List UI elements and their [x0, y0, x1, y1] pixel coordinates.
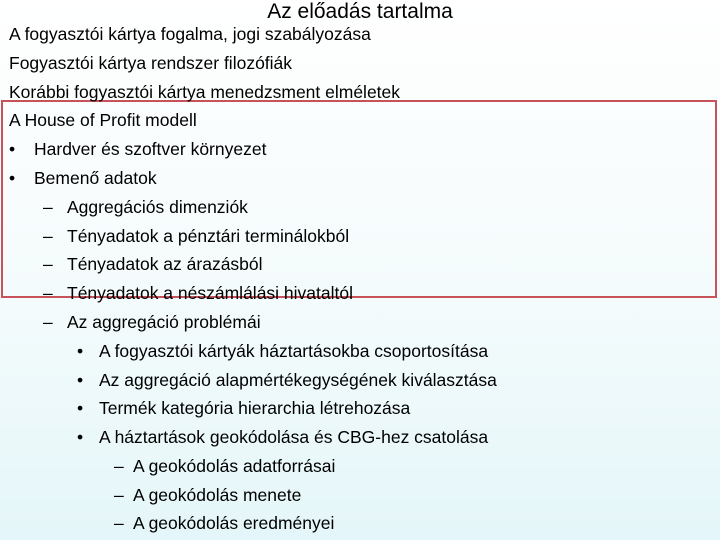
- list-item: – Tényadatok a nészámlálási hivataltól: [0, 279, 720, 308]
- list-item: • A fogyasztói kártyák háztartásokba csoportosítása: [0, 337, 720, 366]
- list-item: • Az aggregáció alapmértékegységének kiválasztása: [0, 366, 720, 395]
- list-item: Korábbi fogyasztói kártya menedzsment elméletek: [9, 82, 401, 102]
- list-item: A House of Profit modell: [9, 110, 197, 130]
- dash-icon: –: [43, 197, 53, 217]
- list-item: – A geokódolás menete: [0, 481, 720, 510]
- list-item: • Hardver és szoftver környezet: [0, 135, 720, 164]
- list-item: • A háztartások geokódolása és CBG-hez csatolása: [0, 423, 720, 452]
- dash-icon: –: [43, 226, 53, 246]
- dash-icon: –: [43, 283, 53, 303]
- list-item: Fogyasztói kártya rendszer filozófiák: [9, 53, 293, 73]
- bullet-icon: •: [9, 139, 16, 159]
- list-item: A fogyasztói kártya fogalma, jogi szabályozása: [9, 24, 371, 44]
- list-item: – A geokódolás adatforrásai: [0, 452, 720, 481]
- list-item: • Termék kategória hierarchia létrehozása: [0, 394, 720, 423]
- dash-icon: –: [114, 485, 124, 505]
- bullet-icon: •: [77, 341, 84, 361]
- bullet-icon: •: [77, 398, 84, 418]
- list-item: – Az aggregáció problémái: [0, 308, 720, 337]
- dash-icon: –: [43, 254, 53, 274]
- bullet-icon: •: [77, 427, 84, 447]
- dash-icon: –: [114, 456, 124, 476]
- list-item: – A geokódolás eredményei: [0, 509, 720, 538]
- list-item: – Tényadatok a pénztári terminálokból: [0, 222, 720, 251]
- bullet-icon: •: [77, 370, 84, 390]
- dash-icon: –: [114, 513, 124, 533]
- list-item: • Bemenő adatok: [0, 164, 720, 193]
- list-item: – Tényadatok az árazásból: [0, 250, 720, 279]
- bullet-icon: •: [9, 168, 16, 188]
- slide-title: Az előadás tartalma: [267, 0, 453, 23]
- dash-icon: –: [43, 312, 53, 332]
- list-item: – Aggregációs dimenziók: [0, 193, 720, 222]
